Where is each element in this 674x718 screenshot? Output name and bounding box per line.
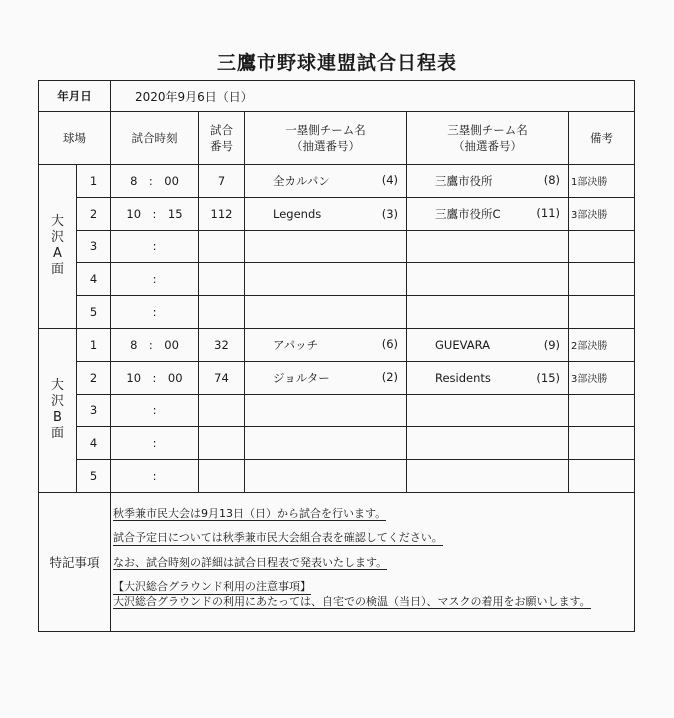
game-time: 10 : 00 <box>111 361 199 394</box>
team1-cell <box>245 460 407 493</box>
game-time: 10 : 15 <box>111 197 199 230</box>
team3-draw: (11) <box>536 205 560 220</box>
team1-cell <box>245 361 407 394</box>
team1-name: アパッチ <box>273 337 319 352</box>
schedule-table <box>38 80 635 632</box>
header-venue: 球場 <box>39 112 111 165</box>
team3-name: 三鷹市役所C <box>435 206 501 221</box>
team1-draw: (4) <box>381 172 398 187</box>
game-time: 8 : 00 <box>111 328 199 361</box>
note-cell: 3部決勝 <box>569 361 635 394</box>
game-time: : <box>111 296 199 329</box>
note-cell: 2部決勝 <box>569 328 635 361</box>
game-row <box>39 296 635 329</box>
tokki-label: 特記事項 <box>39 492 111 631</box>
date-value: 2020年9月6日（日） <box>111 81 635 112</box>
game-number <box>199 394 245 427</box>
note-cell <box>569 394 635 427</box>
note-cell <box>569 263 635 296</box>
game-row <box>39 263 635 296</box>
team3-cell <box>407 328 569 361</box>
game-number <box>199 263 245 296</box>
tokki-line: 秋季兼市民大会は9月13日（日）から試合を行います。 <box>113 506 387 520</box>
game-number: 7 <box>199 165 245 198</box>
note-cell <box>569 296 635 329</box>
game-row <box>39 328 635 361</box>
header-note: 備考 <box>569 112 635 165</box>
note-cell <box>569 460 635 493</box>
date-label: 年月日 <box>39 81 111 112</box>
game-number <box>199 460 245 493</box>
team1-draw: (6) <box>381 336 398 351</box>
row-number: 3 <box>77 230 111 263</box>
team3-cell <box>407 394 569 427</box>
team3-cell <box>407 263 569 296</box>
row-number: 5 <box>77 296 111 329</box>
game-time: : <box>111 460 199 493</box>
game-row <box>39 460 635 493</box>
team3-draw: (15) <box>536 370 560 385</box>
team1-cell <box>245 263 407 296</box>
team1-cell <box>245 296 407 329</box>
game-row <box>39 427 635 460</box>
row-number: 3 <box>77 394 111 427</box>
tokki-line: 試合予定日については秋季兼市民大会組合表を確認してください。 <box>113 531 443 545</box>
row-number: 1 <box>77 328 111 361</box>
team1-name: 全カルパン <box>273 173 330 188</box>
team3-cell <box>407 427 569 460</box>
team1-cell <box>245 394 407 427</box>
note-cell <box>569 427 635 460</box>
venue-name: 大 沢 B 面 <box>39 328 77 492</box>
team3-cell <box>407 361 569 394</box>
team3-cell <box>407 296 569 329</box>
game-time: : <box>111 394 199 427</box>
team3-draw: (9) <box>543 337 560 352</box>
header-row <box>39 112 635 165</box>
team1-cell <box>245 165 407 198</box>
game-row <box>39 361 635 394</box>
team3-cell <box>407 230 569 263</box>
team3-name: Residents <box>435 370 491 385</box>
row-number: 5 <box>77 460 111 493</box>
team1-cell <box>245 328 407 361</box>
game-number <box>199 230 245 263</box>
row-number: 4 <box>77 427 111 460</box>
team1-cell <box>245 197 407 230</box>
team3-cell <box>407 460 569 493</box>
row-number: 4 <box>77 263 111 296</box>
team1-draw: (3) <box>381 206 398 221</box>
tokki-line: なお、試合時刻の詳細は試合日程表で発表いたします。 <box>113 555 388 569</box>
row-number: 1 <box>77 165 111 198</box>
header-time: 試合時刻 <box>111 112 199 165</box>
game-number: 112 <box>199 197 245 230</box>
team1-name: ジョルター <box>273 370 330 385</box>
header-team3: 三塁側チーム名 （抽選番号） <box>407 112 569 165</box>
game-row <box>39 197 635 230</box>
team3-name: GUEVARA <box>435 337 490 352</box>
team3-cell <box>407 165 569 198</box>
game-number: 32 <box>199 328 245 361</box>
game-row <box>39 394 635 427</box>
note-cell <box>569 230 635 263</box>
game-time: 8 : 00 <box>111 165 199 198</box>
tokki-line: 大沢総合グラウンドの利用にあたっては、自宅での検温（当日）、マスクの着用をお願いします。 <box>113 594 591 608</box>
game-row <box>39 165 635 198</box>
tokki-notes <box>111 492 635 631</box>
game-time: : <box>111 263 199 296</box>
game-number <box>199 427 245 460</box>
team1-cell <box>245 427 407 460</box>
team1-cell <box>245 230 407 263</box>
row-number: 2 <box>77 361 111 394</box>
note-cell: 1部決勝 <box>569 165 635 198</box>
note-cell: 3部決勝 <box>569 197 635 230</box>
page-title: 三鷹市野球連盟試合日程表 <box>216 52 457 74</box>
team3-cell <box>407 197 569 230</box>
game-time: : <box>111 427 199 460</box>
header-game-number: 試合 番号 <box>199 112 245 165</box>
row-number: 2 <box>77 197 111 230</box>
team1-draw: (2) <box>381 369 398 384</box>
header-team1: 一塁側チーム名 （抽選番号） <box>245 112 407 165</box>
venue-name: 大 沢 A 面 <box>39 165 77 329</box>
team3-name: 三鷹市役所 <box>435 173 493 188</box>
game-time: : <box>111 230 199 263</box>
game-number: 74 <box>199 361 245 394</box>
game-number <box>199 296 245 329</box>
tokki-line: 【大沢総合グラウンド利用の注意事項】 <box>113 580 311 594</box>
team1-name: Legends <box>273 206 322 221</box>
team3-draw: (8) <box>543 172 560 187</box>
game-row <box>39 230 635 263</box>
